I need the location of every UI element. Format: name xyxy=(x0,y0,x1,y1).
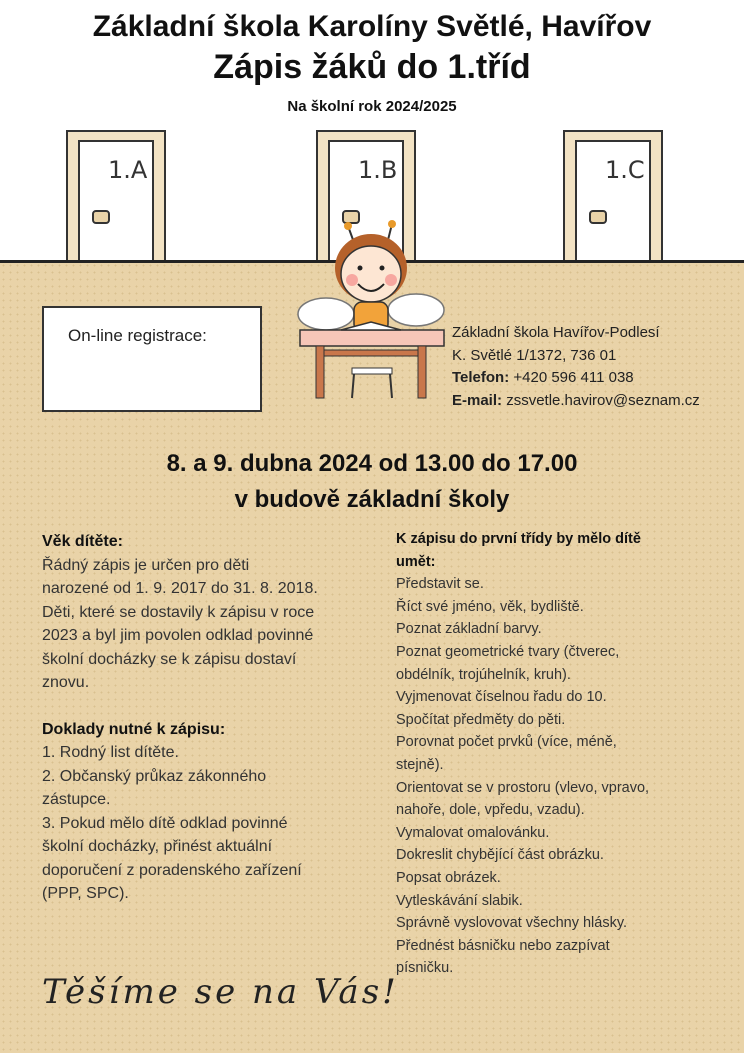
skill-line: Popsat obrázek. xyxy=(396,869,501,886)
right-column xyxy=(396,528,696,980)
door-label: 1.C xyxy=(605,156,645,184)
skill-line: písničku. xyxy=(396,960,454,977)
contact-address: K. Světlé 1/1372, 736 01 xyxy=(452,346,617,364)
school-title: Základní škola Karolíny Světlé, Havířov xyxy=(92,10,652,43)
documents-line: školní docházky, přinést aktuální xyxy=(42,838,273,855)
skill-line: Orientovat se v prostoru (vlevo, vpravo, xyxy=(396,779,650,796)
skill-line: Přednést básničku nebo zazpívat xyxy=(396,937,610,954)
door-1a xyxy=(66,130,166,258)
signoff-text: Těšíme se na Vás! xyxy=(42,972,399,1012)
skill-line: Představit se. xyxy=(396,576,484,593)
event-place: v budově základní školy xyxy=(234,486,510,513)
documents-line: doporučení z poradenského zařízení xyxy=(42,861,302,879)
skill-line: Vytleskávání slabik. xyxy=(396,892,523,909)
online-registration-box xyxy=(42,306,262,412)
skills-heading-cont: umět: xyxy=(396,553,436,570)
skill-line: Spočítat předměty do pěti. xyxy=(396,711,566,728)
skill-line: Dokreslit chybějící část obrázku. xyxy=(396,847,604,864)
contact-phone-row xyxy=(452,367,700,390)
documents-line: 3. Pokud mělo dítě odklad povinné xyxy=(42,814,288,832)
skill-line: stejně). xyxy=(396,756,444,773)
door-1c xyxy=(563,130,663,258)
event-date: 8. a 9. dubna 2024 od 13.00 do 17.00 xyxy=(166,450,578,477)
documents-line: 1. Rodný list dítěte. xyxy=(42,744,179,761)
skill-line: Poznat geometrické tvary (čtverec, xyxy=(396,643,620,660)
email-address: zssvetle.havirov@seznam.cz xyxy=(506,391,700,409)
skill-line: Správně vyslovovat všechny hlásky. xyxy=(396,915,628,932)
contact-block xyxy=(452,322,700,412)
age-line: narozené od 1. 9. 2017 do 31. 8. 2018. xyxy=(42,580,318,597)
registration-label: On-line registrace: xyxy=(68,326,207,345)
age-line: Řádný zápis je určen pro děti xyxy=(42,556,250,574)
age-line: školní docházky se k zápisu dostaví xyxy=(42,650,297,668)
phone-number: +420 596 411 038 xyxy=(513,369,634,386)
bee-girl-illustration xyxy=(296,218,446,408)
page-title: Zápis žáků do 1.tříd xyxy=(213,48,531,86)
documents-line: (PPP, SPC). xyxy=(42,885,129,902)
contact-email-row xyxy=(452,390,700,413)
skill-line: nahoře, dole, vpředu, vzadu). xyxy=(396,802,585,819)
age-line: Děti, které se dostavily k zápisu v roce xyxy=(42,603,315,621)
skills-heading: K zápisu do první třídy by mělo dítě xyxy=(396,531,641,547)
documents-heading: Doklady nutné k zápisu: xyxy=(42,720,226,738)
door-handle-icon xyxy=(92,210,110,224)
skill-line: obdélník, trojúhelník, kruh). xyxy=(396,666,571,683)
door-label: 1.A xyxy=(108,156,148,184)
skill-line: Vyjmenovat číselnou řadu do 10. xyxy=(396,689,607,706)
phone-label: Telefon: xyxy=(452,369,510,386)
skill-line: Říct své jméno, věk, bydliště. xyxy=(396,598,584,615)
door-handle-icon xyxy=(589,210,607,224)
age-heading: Věk dítěte: xyxy=(42,533,123,550)
door-label: 1.B xyxy=(358,156,398,184)
age-line: 2023 a byl jim povolen odklad povinné xyxy=(42,627,314,644)
school-year: Na školní rok 2024/2025 xyxy=(287,98,457,115)
documents-line: zástupce. xyxy=(42,791,111,808)
email-label: E-mail: xyxy=(452,391,503,409)
skill-line: Porovnat počet prvků (více, méně, xyxy=(396,734,617,751)
documents-line: 2. Občanský průkaz zákonného xyxy=(42,767,267,785)
skill-line: Poznat základní barvy. xyxy=(396,621,542,638)
age-line: znovu. xyxy=(42,674,90,691)
skill-line: Vymalovat omalovánku. xyxy=(396,824,550,841)
left-column xyxy=(42,530,387,906)
contact-name: Základní škola Havířov-Podlesí xyxy=(452,324,660,341)
